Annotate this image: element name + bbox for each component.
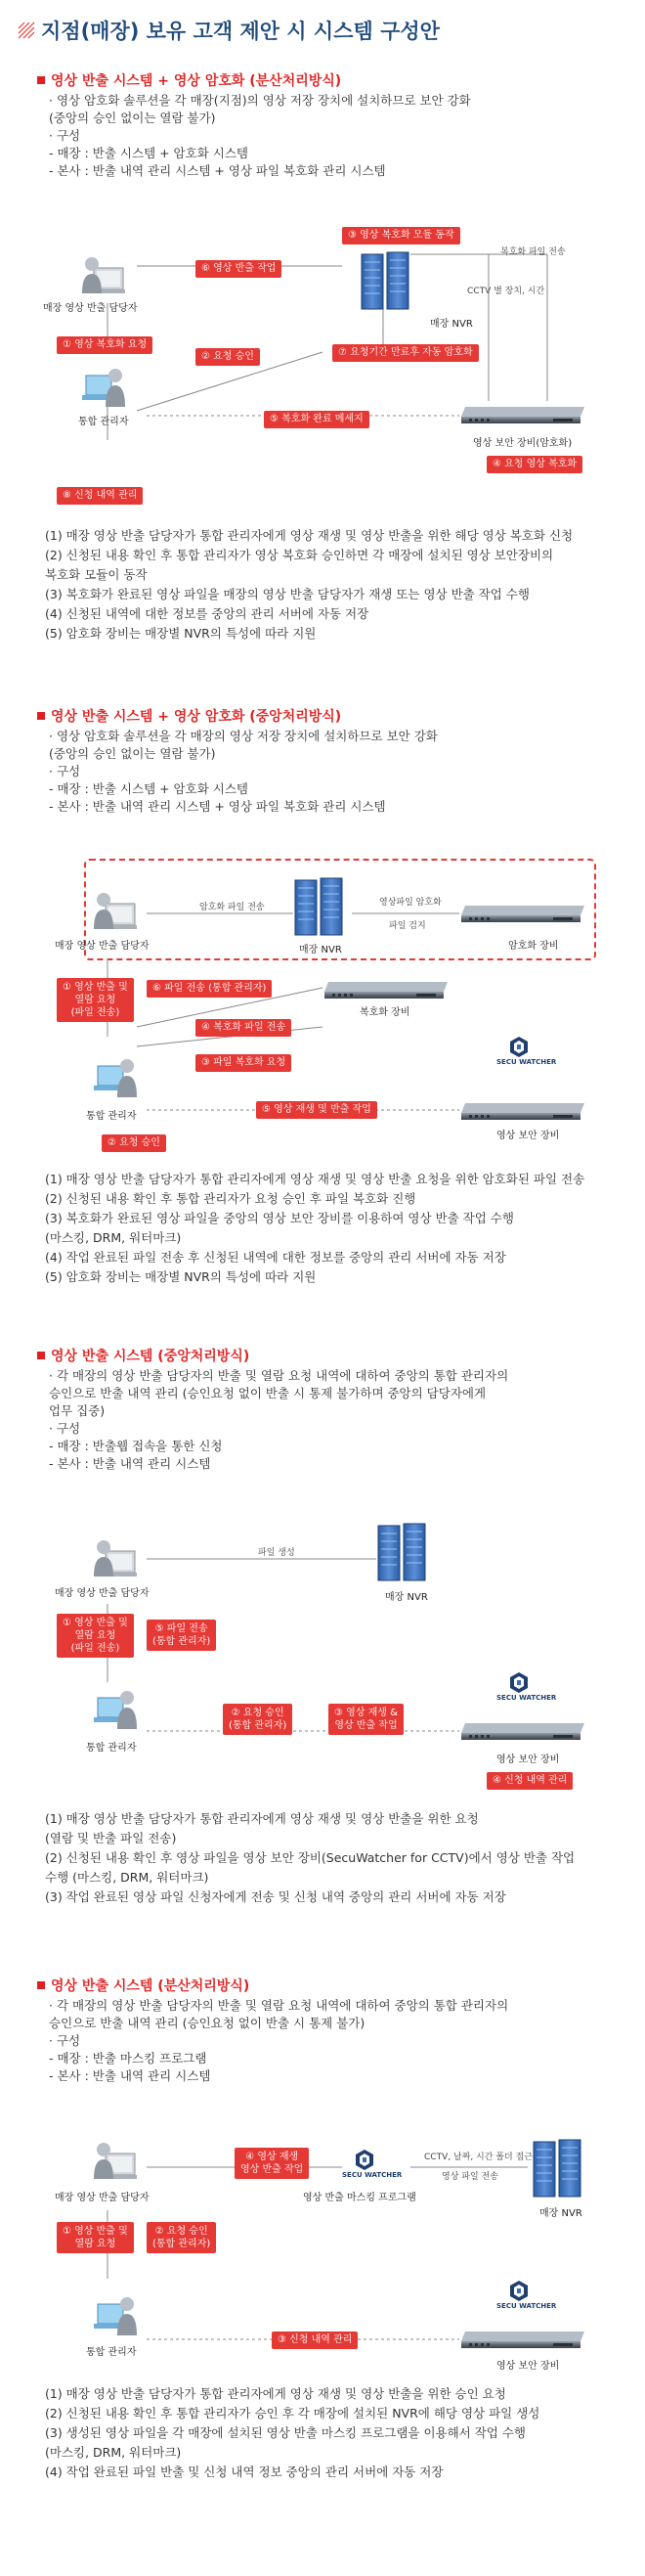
s3-nvr-server-icon	[376, 1522, 427, 1582]
s3-tag-1: ① 영상 반출 및 열람 요청 (파일 전송)	[57, 1614, 134, 1658]
section-1-notes: (1) 매장 영상 반출 담당자가 통합 관리자에게 영상 재생 및 영상 반출을 위한 해당 영상 복호화 신청 (2) 신청된 내용 확인 후 통합 관리자가 영상 복호화 승인하면 각 매장에 설치된 영상 보안장비의 복호화 모듈이 동작 (3) 복호화가 완료된 영상 파일을 매장의 영상 반출 담당자가 재생 또는 영상 반출 작업 수행 (4) 신청된 내역에 대한 정보를 중앙의 관리 서버에 자동 저장 (5) 암호화 장비는 매장별 NVR의 특성에 따라 지원	[45, 528, 574, 641]
s2-requester-icon	[92, 890, 139, 935]
s2-nvr-server-icon	[293, 876, 344, 937]
section-4-heading: 영상 반출 시스템 (분산처리방식)	[37, 1976, 249, 1995]
s2-admin-label: 통합 관리자	[86, 1111, 137, 1122]
s1-tag-3: ③ 영상 복호화 모듈 동작	[342, 227, 460, 244]
s1-admin-label: 통합 관리자	[78, 417, 129, 427]
s1-tag-2: ② 요청 승인	[195, 348, 260, 366]
s1-requester-label: 매장 영상 반출 담당자	[43, 303, 138, 314]
s4-admin-label: 통합 관리자	[86, 2347, 137, 2358]
s1-admin-icon	[82, 366, 129, 411]
s2-dec-appliance-icon	[322, 980, 450, 999]
section-3-heading: 영상 반출 시스템 (중앙처리방식)	[37, 1346, 249, 1365]
section-3-desc: · 각 매장의 영상 반출 담당자의 반출 및 열람 요청 내역에 대하여 중앙의 통합 관리자의 승인으로 반출 내역 관리 (승인요청 없이 반출 시 통제 불가하며 중앙의 담당자에게 업무 집중) · 구성 - 매장 : 반출웹 접속을 통한 신청 - 본사 : 반출 내역 관리 시스템	[49, 1368, 509, 1471]
s3-requester-label: 매장 영상 반출 담당자	[55, 1588, 150, 1599]
section-2-notes: (1) 매장 영상 반출 담당자가 통합 관리자에게 영상 재생 및 영상 반출 요청을 위한 암호화된 파일 전송 (2) 신청된 내용 확인 후 통합 관리자가 요청 승인 후 파일 복호화 진행 (3) 복호화가 완료된 영상 파일을 중앙의 영상 보안 장비를 이용하여 영상 반출 작업 수행 (마스킹, DRM, 워터마크) (4) 작업 완료된 파일 전송 후 신청된 내역에 대한 정보를 중앙의 관리 서버에 자동 저장 (5) 암호화 장비는 매장별 NVR의 특성에 따라 지원	[45, 1172, 585, 1284]
s4-requester-icon	[92, 2140, 139, 2185]
s3-logo-text: SECU WATCHER	[496, 1694, 557, 1702]
section-2-desc: · 영상 암호화 솔루션을 각 매장의 영상 저장 장치에 설치하므로 보안 강화 (중앙의 승인 없이는 열람 불가) · 구성 - 매장 : 반출 시스템 + 암호화 시스템 - 본사 : 반출 내역 관리 시스템 + 영상 파일 복호화 관리 시스템	[49, 729, 438, 814]
s4-appliance-logo-text: SECU WATCHER	[496, 2302, 557, 2310]
s4-tag-1: ① 영상 반출 및 열람 요청	[57, 2222, 134, 2253]
s1-tag-5: ⑤ 복호화 완료 메세지	[264, 411, 369, 428]
s1-tag-8: ⑧ 신청 내역 관리	[57, 487, 143, 505]
s3-tag-2: ② 요청 승인 (통합 관리자)	[223, 1704, 292, 1735]
section-1-desc: · 영상 암호화 솔루션을 각 매장(지점)의 영상 저장 장치에 설치하므로 보안 강화 (중앙의 승인 없이는 열람 불가) · 구성 - 매장 : 반출 시스템 + 암호화 시스템 - 본사 : 반출 내역 관리 시스템 + 영상 파일 복호화 관리 시스템	[49, 93, 471, 178]
s4-logo-text: SECU WATCHER	[342, 2171, 403, 2179]
s3-tag-3: ③ 영상 재생 & 영상 반출 작업	[328, 1704, 404, 1735]
s4-appliance-label: 영상 보안 장비	[496, 2361, 560, 2372]
s2-secuwatcher-logo-icon	[485, 1035, 553, 1074]
s3-tag-4: ④ 신청 내역 관리	[487, 1772, 573, 1790]
s3-secuwatcher-logo-icon	[485, 1670, 553, 1710]
s3-appliance-label: 영상 보안 장비	[496, 1754, 560, 1765]
s1-nvr-label: 매장 NVR	[430, 319, 473, 330]
s1-tag-6: ⑥ 영상 반출 작업	[195, 260, 281, 278]
s2-requester-label: 매장 영상 반출 담당자	[55, 941, 150, 952]
s3-admin-icon	[94, 1688, 141, 1733]
section-1-heading: 영상 반출 시스템 + 영상 암호화 (분산처리방식)	[37, 70, 341, 90]
s1-requester-icon	[80, 254, 127, 299]
s1-tag-7: ⑦ 요청기간 만료후 자동 암호화	[332, 344, 479, 362]
section-4-notes: (1) 매장 영상 반출 담당자가 통합 관리자에게 영상 재생 및 영상 반출을 위한 승인 요청 (2) 신청된 내용 확인 후 통합 관리자가 승인 후 각 매장에 설치된 NVR에 해당 영상 파일 생성 (3) 생성된 영상 파일을 각 매장에 설치된 영상 반출 마스킹 프로그램을 이용해서 작업 수행 (마스킹, DRM, 워터마크) (4) 작업 완료된 파일 반출 및 신청 내역 정보 중앙의 관리 서버에 자동 저장	[45, 2386, 540, 2479]
s4-tag-4: ④ 영상 재생 영상 반출 작업	[235, 2148, 309, 2179]
s1-nvr-server-icon	[360, 250, 410, 311]
s4-secuwatcher-logo-icon	[330, 2148, 399, 2187]
s2-admin-icon	[94, 1056, 141, 1101]
s2-label-3: 파일 검지	[389, 921, 426, 931]
s2-tag-6: ⑥ 파일 전송 (통합 관리자)	[147, 980, 272, 998]
section-4-desc: · 각 매장의 영상 반출 담당자의 반출 및 열람 요청 내역에 대하여 중앙의 통합 관리자의 승인으로 반출 내역 관리 (승인요청 없이 반출 시 통제 불가) · 구성 - 매장 : 반출 마스킹 프로그램 - 본사 : 반출 내역 관리 시스템	[49, 1998, 509, 2083]
s2-tag-5: ⑤ 영상 재생 및 반출 작업	[256, 1101, 377, 1119]
section-3-notes: (1) 매장 영상 반출 담당자가 통합 관리자에게 영상 재생 및 영상 반출을 위한 요청 (열람 및 반출 파일 전송) (2) 신청된 내용 확인 후 영상 파일을 영상 보안 장비(SecuWatcher for CCTV)에서 영상 반출 작업 수행 (마스킹, DRM, 워터마크) (3) 작업 완료된 영상 파일 신청자에게 전송 및 신청 내역 중앙의 관리 서버에 자동 저장	[45, 1811, 576, 1904]
s4-masking-label: 영상 반출 마스킹 프로그램	[303, 2193, 416, 2203]
s2-logo-text: SECU WATCHER	[496, 1058, 557, 1066]
title-deco-icon	[18, 22, 35, 39]
s4-nvr-label: 매장 NVR	[539, 2208, 582, 2219]
s3-label-1: 파일 생성	[258, 1548, 295, 1558]
s2-appliance-icon	[459, 1101, 586, 1121]
s1-label-1: 복호화 파일 전송	[500, 247, 566, 257]
s2-tag-4: ④ 복호화 파일 전송	[195, 1019, 291, 1037]
s4-appliance-icon	[459, 2330, 586, 2349]
s2-tag-1: ① 영상 반출 및 열람 요청 (파일 전송)	[57, 978, 134, 1022]
s4-label-2: 영상 파일 전송	[442, 2172, 498, 2182]
s4-tag-3: ③ 신청 내역 관리	[272, 2332, 358, 2349]
page-title: 지점(매장) 보유 고객 제안 시 시스템 구성안	[41, 20, 440, 43]
s2-tag-2: ② 요청 승인	[102, 1134, 166, 1152]
s2-nvr-label: 매장 NVR	[299, 945, 342, 955]
section-2-heading: 영상 반출 시스템 + 영상 암호화 (중앙처리방식)	[37, 706, 341, 726]
s3-appliance-icon	[459, 1721, 586, 1741]
s4-label-1: CCTV, 날짜, 시간 폴더 접근	[424, 2153, 533, 2162]
s3-requester-icon	[92, 1537, 139, 1582]
s2-enc-label: 암호화 장비	[508, 941, 559, 952]
s3-nvr-label: 매장 NVR	[385, 1592, 428, 1603]
s4-nvr-server-icon	[532, 2138, 582, 2198]
s2-enc-appliance-icon	[459, 904, 586, 923]
s2-tag-3: ③ 파일 복호화 요청	[195, 1054, 291, 1072]
s3-tag-5: ⑤ 파일 전송 (통합 관리자)	[147, 1620, 216, 1651]
s2-dec-label: 복호화 장비	[360, 1007, 410, 1018]
s1-tag-1: ① 영상 복호화 요청	[57, 336, 152, 354]
s1-appliance-icon	[459, 405, 586, 424]
s1-appliance-label: 영상 보안 장비(암호화)	[473, 438, 573, 449]
s2-label-1: 암호화 파일 전송	[199, 903, 265, 912]
s4-appliance-logo-icon	[485, 2279, 553, 2318]
s2-appliance-label: 영상 보안 장비	[496, 1131, 560, 1141]
s4-admin-icon	[94, 2294, 141, 2339]
s4-tag-2: ② 요청 승인 (통합 관리자)	[147, 2222, 216, 2253]
s4-requester-label: 매장 영상 반출 담당자	[55, 2193, 150, 2203]
s3-admin-label: 통합 관리자	[86, 1743, 137, 1754]
s1-label-2: CCTV 별 장치, 시간	[467, 287, 545, 296]
s1-tag-4: ④ 요청 영상 복호화	[487, 456, 582, 473]
s2-label-2: 영상파일 암호화	[379, 898, 442, 908]
